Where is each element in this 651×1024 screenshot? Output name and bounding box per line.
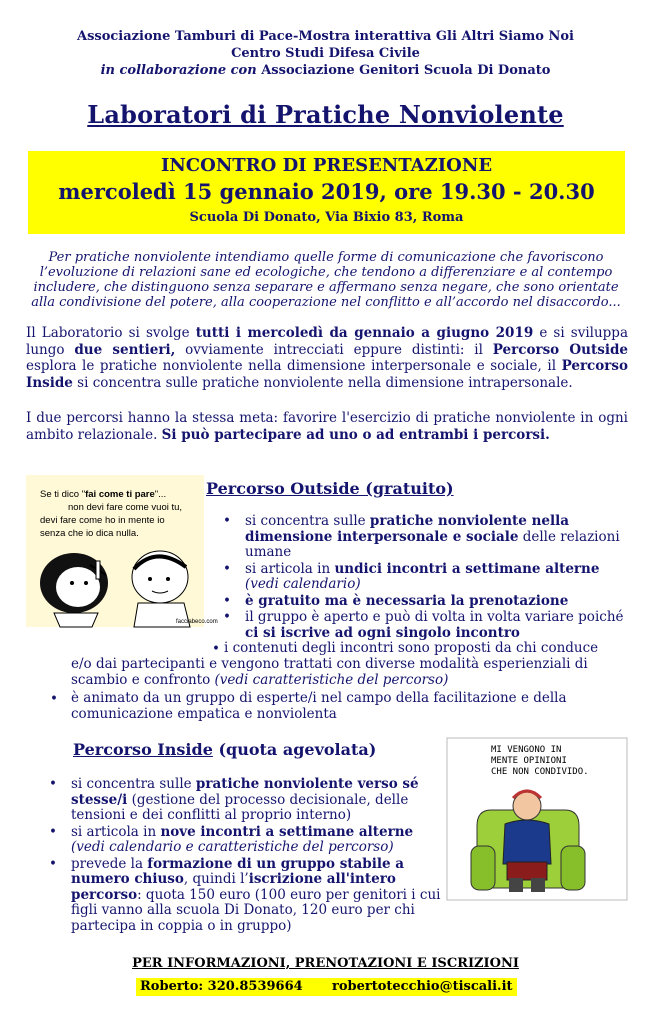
event-box — [28, 151, 625, 234]
event-place: Scuola Di Donato, Via Bixio 83, Roma — [189, 210, 464, 225]
comic1-line1: Se ti dico "fai come ti pare"... — [40, 489, 167, 500]
intro-text: Per pratiche nonviolente intendiamo quelle forme di comunicazione che favoriscono l’evoluzione di relazioni sane ed ecologiche, che tendono a differenziare e al contempo includere, che distinguono senza separare e affermano senza negare, che sono orientate alla condivisione del potere, alla cooperazione nel conflitto e all’accordo nel disaccordo... — [31, 250, 621, 310]
comic-strip-image — [26, 475, 218, 627]
inside-heading — [73, 740, 376, 759]
cartoon-image — [447, 738, 627, 900]
paragraph-1 — [26, 325, 628, 391]
p1-text-e: ovviamente intrecciati eppure distinti: il — [175, 341, 493, 358]
outside-wide-3: è animato da un gruppo di esperte/i nel campo della facilitazione e della comunicazione empatica e nonviolenta — [71, 690, 567, 722]
organizers-header — [0, 28, 651, 79]
comic-illustration-1 — [26, 475, 218, 627]
inside-heading-rest: (quota agevolata) — [212, 740, 377, 759]
event-date: mercoledì 15 gennaio 2019, ore 19.30 - 20.30 — [58, 179, 595, 204]
outside-list — [245, 514, 627, 642]
info-heading: PER INFORMAZIONI, PRENOTAZIONI E ISCRIZIONI — [132, 956, 519, 971]
list-item: • si articola in undici incontri a settimane alterne (vedi calendario) — [245, 562, 627, 593]
p2-bold-b: Si può partecipare ad uno o ad entrambi i percorsi. — [161, 426, 550, 443]
contact-phone: Roberto: 320.8539664 — [140, 979, 303, 994]
list-item: • si concentra sulle pratiche nonviolente nella dimensione interpersonale e sociale delle relazioni umane — [245, 514, 627, 561]
comic2-line1: MI VENGONO IN — [491, 745, 562, 755]
header-line1: Associazione Tamburi di Pace-Mostra interattiva Gli Altri Siamo Noi — [77, 29, 574, 44]
header-line3 — [0, 62, 651, 79]
outside-heading: Percorso Outside (gratuito) — [206, 479, 454, 498]
bullet-marker: • — [212, 641, 220, 657]
comic1-credit: facciabeco.com — [176, 619, 218, 625]
comic1-line3: devi fare come ho in mente io — [40, 515, 165, 526]
bullet-marker: • — [50, 691, 58, 707]
list-item: • prevede la formazione di un gruppo stabile a numero chiuso, quindi l’iscrizione all'intero percorso: quota 150 euro (100 euro per genitori i cui figli vanno alla scuola Di Donato, 120 euro per chi partecipa in coppia o in gruppo) — [71, 857, 443, 935]
comic-illustration-2 — [447, 738, 627, 900]
comic1-line2: non devi fare come vuoi tu, — [68, 502, 183, 513]
comic1-line4: senza che io dica nulla. — [40, 528, 139, 539]
p1-bold-f: Percorso Outside — [492, 341, 628, 358]
comic2-line3: CHE NON CONDIVIDO. — [491, 767, 589, 777]
list-item: • il gruppo è aperto e può di volta in volta variare poiché ci si iscrive ad ogni singolo incontro — [245, 610, 627, 641]
p1-text-g: esplora le pratiche nonviolente nella dimensione interpersonale e sociale, il — [26, 358, 562, 374]
p1-text-a: Il Laboratorio si svolge — [26, 325, 196, 341]
list-item: • si articola in nove incontri a settimane alterne (vedi calendario e caratteristiche del percorso) — [71, 825, 443, 856]
header-line3-rest: Associazione Genitori Scuola Di Donato — [256, 63, 551, 78]
p1-text-c: e si sviluppa lungo — [26, 325, 628, 358]
contact-bar — [136, 978, 517, 996]
comic2-line2: MENTE OPINIONI — [491, 756, 567, 766]
p1-text-i: si concentra sulle pratiche nonviolente nella dimensione intrapersonale. — [72, 374, 573, 391]
contact-email-link[interactable]: robertotecchio@tiscali.it — [332, 979, 513, 994]
outside-wide-1: i contenuti degli incontri sono proposti da chi conduce — [224, 640, 599, 656]
inside-heading-underlined: Percorso Inside — [73, 740, 213, 759]
header-line3-italic: in collaborazione con — [100, 63, 257, 78]
header-line2: Centro Studi Difesa Civile — [231, 46, 420, 61]
outside-wide-2: e/o dai partecipanti e vengono trattati con diverse modalità esperienziali di scambio e confronto (vedi caratteristiche del percorso) — [71, 656, 588, 688]
p1-bold-h: Percorso Inside — [26, 358, 628, 391]
page-title: Laboratori di Pratiche Nonviolente — [87, 100, 564, 129]
list-item: • è gratuito ma è necessaria la prenotazione — [245, 594, 627, 610]
p1-bold-d: due sentieri, — [74, 341, 176, 358]
p2-text-a: I due percorsi hanno la stessa meta: favorire l'esercizio di pratiche nonviolente in ogni ambito relazionale. — [26, 410, 628, 443]
p1-bold-b: tutti i mercoledì da gennaio a giugno 2019 — [195, 325, 534, 341]
inside-list — [71, 777, 443, 935]
event-heading: INCONTRO DI PRESENTAZIONE — [160, 155, 493, 176]
paragraph-2 — [26, 410, 628, 443]
list-item: • si concentra sulle pratiche nonviolente verso sé stesse/i (gestione del processo decisionale, delle tensioni e dei conflitti al proprio interno) — [71, 777, 443, 824]
